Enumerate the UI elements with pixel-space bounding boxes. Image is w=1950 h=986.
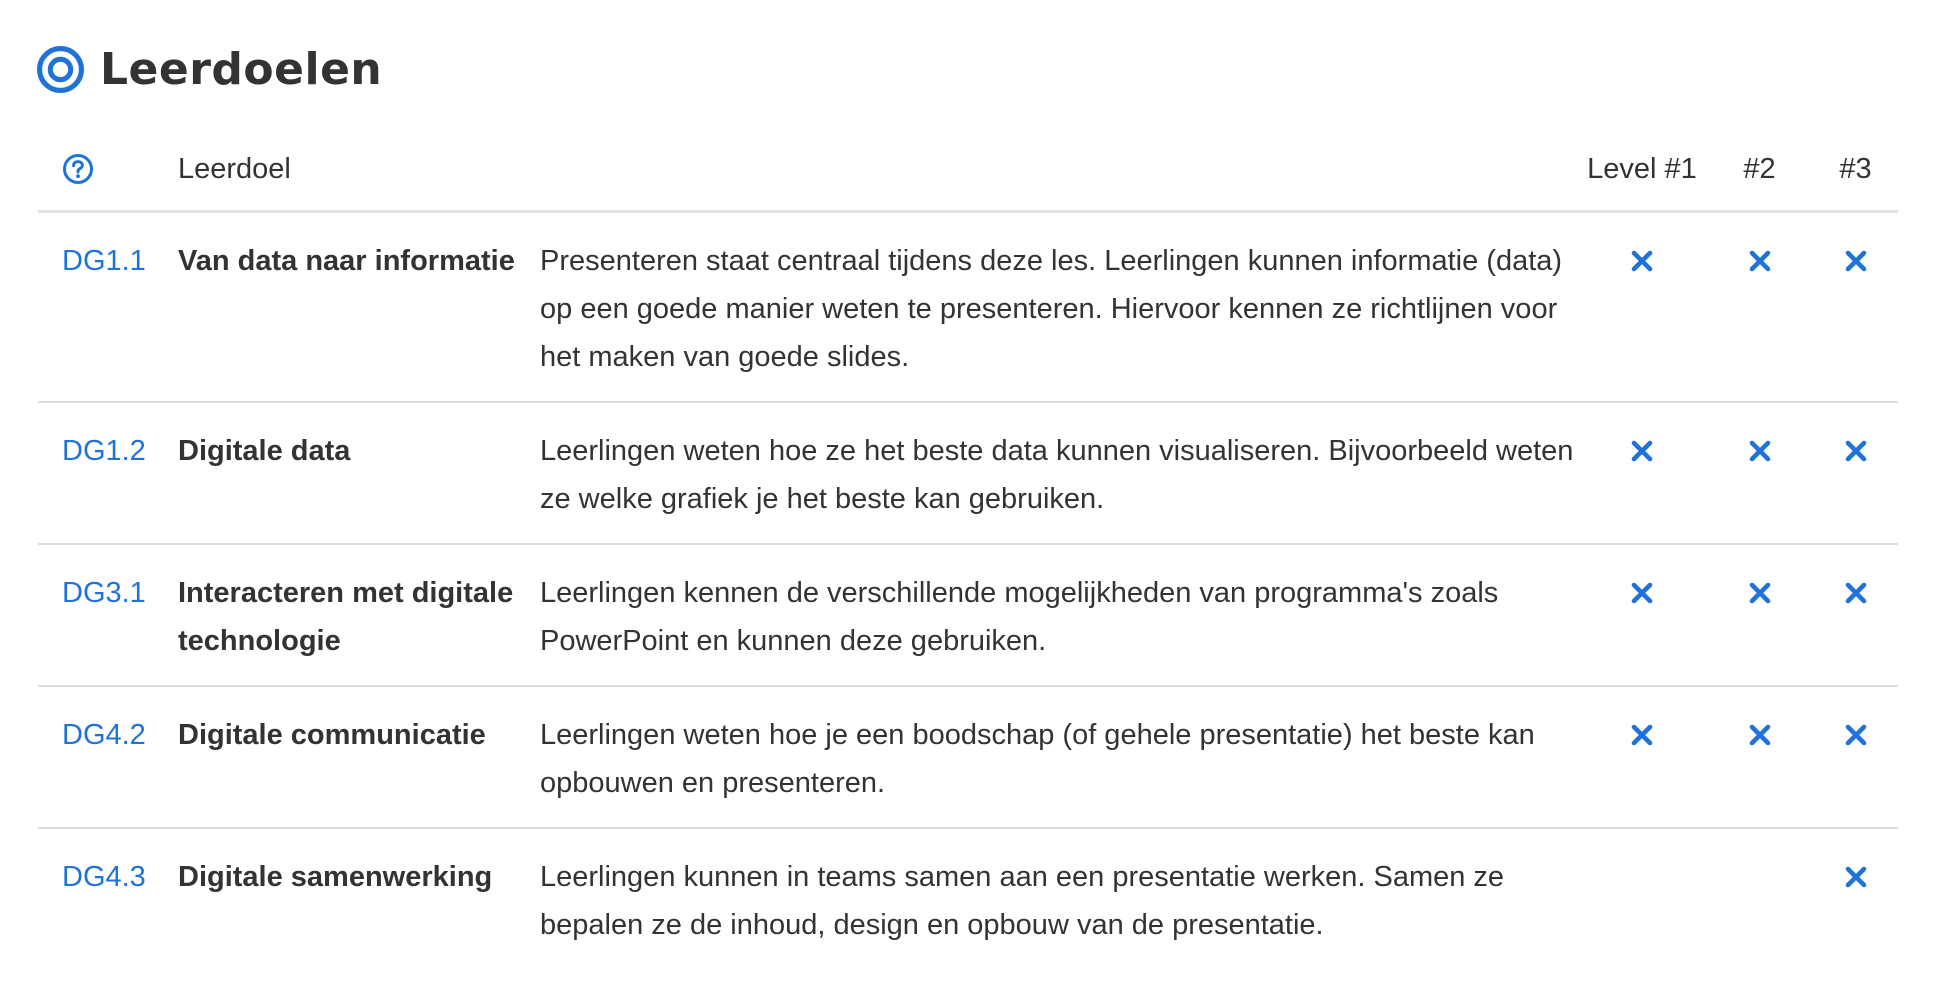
table-row <box>38 828 1898 969</box>
level1-cell <box>1578 402 1706 544</box>
goal-rows <box>38 212 1898 970</box>
goal-code-link[interactable]: DG1.1 <box>62 245 146 277</box>
goal-title: Digitale communicatie <box>178 686 540 828</box>
goal-code-cell <box>38 828 178 969</box>
cross-icon <box>1630 581 1654 605</box>
level1-cell <box>1578 686 1706 828</box>
level3-cell <box>1813 686 1898 828</box>
level3-cell <box>1813 402 1898 544</box>
table-row <box>38 686 1898 828</box>
cross-icon <box>1844 723 1868 747</box>
cross-icon <box>1630 249 1654 273</box>
target-icon <box>36 45 85 94</box>
goal-code-link[interactable]: DG4.3 <box>62 861 146 893</box>
level1-cell <box>1578 828 1706 969</box>
goal-code-cell <box>38 544 178 686</box>
level2-cell <box>1706 544 1813 686</box>
goal-code-cell <box>38 686 178 828</box>
cross-icon <box>1630 439 1654 463</box>
level2-cell <box>1706 686 1813 828</box>
level2-column-header: #2 <box>1706 128 1813 212</box>
goal-description: Presenteren staat centraal tijdens deze les. Leerlingen kunnen informatie (data) op een goede manier weten te presenteren. Hiervoor kennen ze richtlijnen voor het maken van goede slides. <box>540 212 1578 403</box>
goal-title: Digitale data <box>178 402 540 544</box>
goal-column-header: Leerdoel <box>178 128 1578 212</box>
level2-cell <box>1706 828 1813 969</box>
goal-title: Digitale samenwerking <box>178 861 493 893</box>
goal-code-link[interactable]: DG3.1 <box>62 577 146 609</box>
table-header-row <box>38 128 1898 212</box>
level1-cell <box>1578 544 1706 686</box>
cross-icon <box>1748 723 1772 747</box>
learning-goals-table <box>38 128 1898 969</box>
cross-icon <box>1630 723 1654 747</box>
goal-code-cell <box>38 402 178 544</box>
page-title: Leerdoelen <box>100 43 383 95</box>
goal-description: Leerlingen kunnen in teams samen aan een presentatie werken. Samen ze bepalen ze de inhoud, design en opbouw van de presentatie. <box>540 861 1505 941</box>
goal-code-link[interactable]: DG1.2 <box>62 435 146 467</box>
goal-description: Leerlingen kennen de verschillende mogelijkheden van programma's zoals PowerPoint en kunnen deze gebruiken. <box>540 544 1578 686</box>
level2-cell <box>1706 402 1813 544</box>
goal-title: Interacteren met digitale technologie <box>178 544 540 686</box>
cross-icon <box>1844 249 1868 273</box>
level3-column-header: #3 <box>1813 128 1898 212</box>
cross-icon <box>1844 439 1868 463</box>
table-row <box>38 212 1898 403</box>
cross-icon <box>1748 581 1772 605</box>
table-row <box>38 544 1898 686</box>
help-column-header[interactable] <box>38 128 178 212</box>
goal-title: Van data naar informatie <box>178 212 540 403</box>
cross-icon <box>1844 865 1868 889</box>
cross-icon <box>1748 249 1772 273</box>
table-row <box>38 402 1898 544</box>
cross-icon <box>1748 439 1772 463</box>
level1-cell <box>1578 212 1706 403</box>
page-header <box>36 40 382 98</box>
level1-column-header: Level #1 <box>1578 128 1706 212</box>
goal-code-link[interactable]: DG4.2 <box>62 719 146 751</box>
level3-cell <box>1813 212 1898 403</box>
level2-cell <box>1706 212 1813 403</box>
level3-cell <box>1813 828 1898 969</box>
goal-description: Leerlingen weten hoe ze het beste data kunnen visualiseren. Bijvoorbeeld weten ze welke grafiek je het beste kan gebruiken. <box>540 402 1578 544</box>
question-circle-icon[interactable] <box>62 153 94 185</box>
goal-description: Leerlingen weten hoe je een boodschap (of gehele presentatie) het beste kan opbouwen en presenteren. <box>540 686 1578 828</box>
level3-cell <box>1813 544 1898 686</box>
cross-icon <box>1844 581 1868 605</box>
goal-code-cell <box>38 212 178 403</box>
